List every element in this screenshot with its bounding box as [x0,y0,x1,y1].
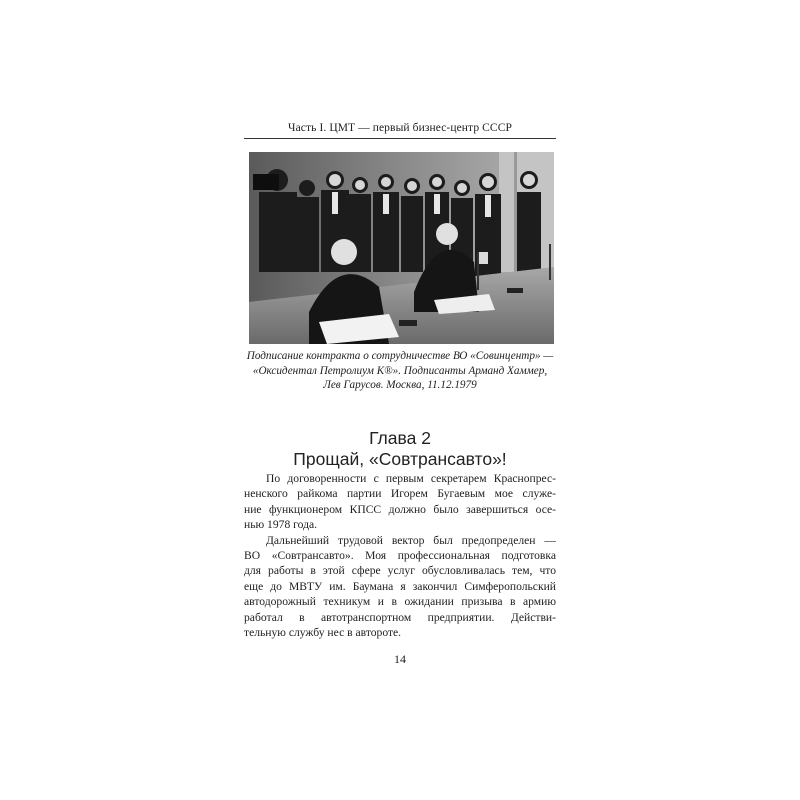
chapter-heading [244,428,556,470]
text-line: еще до МВТУ им. Баумана я закончил Симферопольский [244,579,556,593]
text-line: ние функционером КПСС должно было завершиться осе- [244,502,556,516]
text-line: работал в автотранспортном предприятии. Действи- [244,610,556,624]
header-rule [244,138,556,139]
chapter-title: Прощай, «Совтрансавто»! [293,449,507,469]
text-line: тельную службу нес в автороте. [244,625,402,639]
text-line: Дальнейший трудовой вектор был предопределен — [266,533,556,547]
text-line: для работы в этой сфере услуг обусловливалась тем, что [244,564,556,578]
caption-line: Подписание контракта о сотрудничестве ВО «Совинцентр» — [246,350,554,362]
caption-line: Лев Гарусов. Москва, 11.12.1979 [323,379,477,391]
text-line: ВО «Совтрансавто». Моя профессиональная подготовка [244,548,556,562]
text-line: По договоренности с первым секретарем Краснопрес- [266,472,556,485]
text-line: нью 1978 года. [244,518,318,532]
page-number: 14 [394,652,406,666]
contract-signing-photo [249,152,554,344]
photo-caption [244,349,556,393]
running-head: Часть I. ЦМТ — первый бизнес-центр СССР [288,122,512,134]
text-line: ненского райкома партии Игорем Бугаевым мое служе- [244,487,556,501]
text-line: автодорожный техникум и в ожидании призыва в армию [244,595,556,609]
body-text [244,471,556,640]
chapter-number: Глава 2 [369,428,431,448]
caption-line: «Оксидентал Петролиум К®». Подписанты Арманд Хаммер, [252,364,548,377]
